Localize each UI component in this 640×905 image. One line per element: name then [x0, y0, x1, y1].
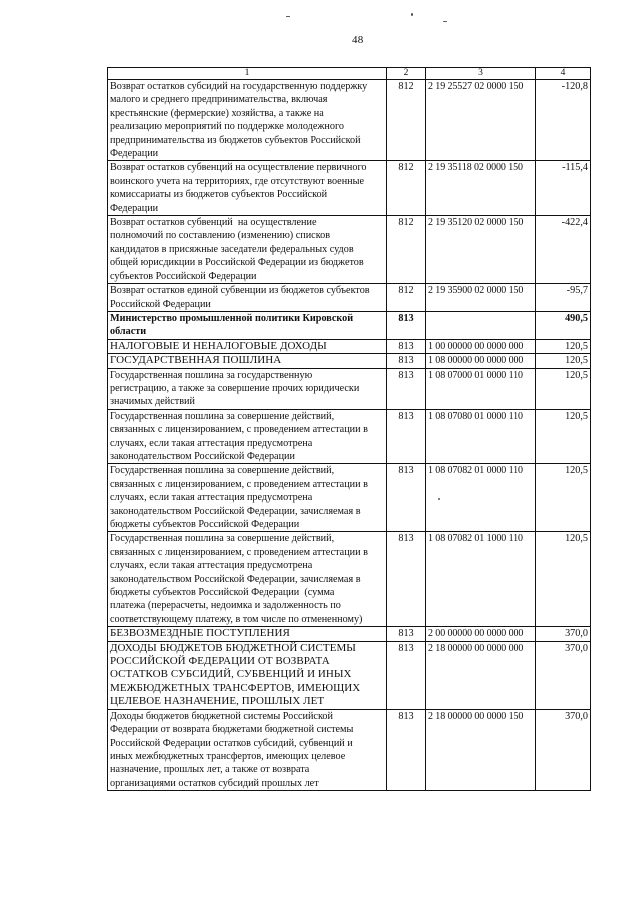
column-header: 3	[426, 68, 536, 80]
budget-code-cell: 2 19 35900 02 0000 150	[426, 284, 536, 312]
amount-cell: 370,0	[536, 709, 591, 790]
admin-code-cell: 813	[387, 464, 426, 532]
description-cell: Возврат остатков единой субвенции из бюджетов субъектов Российской Федерации	[108, 284, 387, 312]
table-row	[108, 80, 591, 161]
table-row	[108, 709, 591, 790]
amount-cell: 120,5	[536, 532, 591, 627]
budget-code-cell: 1 08 07080 01 0000 110	[426, 409, 536, 464]
amount-cell: 370,0	[536, 641, 591, 709]
table-row	[108, 368, 591, 409]
budget-code-cell: 2 19 25527 02 0000 150	[426, 80, 536, 161]
scan-speck	[411, 13, 413, 16]
admin-code-cell: 813	[387, 354, 426, 368]
table-row	[108, 627, 591, 641]
table-row	[108, 161, 591, 216]
budget-table	[107, 67, 591, 791]
amount-cell: 120,5	[536, 354, 591, 368]
description-cell: БЕЗВОЗМЕЗДНЫЕ ПОСТУПЛЕНИЯ	[108, 627, 387, 641]
admin-code-cell: 812	[387, 80, 426, 161]
admin-code-cell: 813	[387, 709, 426, 790]
description-cell: Возврат остатков субсидий на государственную поддержку малого и среднего предпринимательства, включая крестьянские (фермерские) хозяйства, а также на реализацию мероприятий по поддержке молодежного предпринимательства из бюджетов субъектов Российской Федерации	[108, 80, 387, 161]
description-cell: Государственная пошлина за совершение действий, связанных с лицензированием, с проведением аттестации в случаях, если такая аттестация предусмотрена законодательством Российской Федерации, зачисляемая в бюджеты субъектов Российской Федерации (сумма платежа (перерасчеты, недоимка и задолженность по соответствующему платежу, в том числе по отмененному)	[108, 532, 387, 627]
table-row-ministry	[108, 311, 591, 339]
amount-cell: 490,5	[536, 311, 591, 339]
description-cell: Возврат остатков субвенций на осуществление первичного воинского учета на территориях, где отсутствуют военные комиссариаты из бюджетов субъектов Российской Федерации	[108, 161, 387, 216]
budget-code-cell	[426, 311, 536, 339]
amount-cell: -95,7	[536, 284, 591, 312]
amount-cell: 120,5	[536, 409, 591, 464]
amount-cell: 120,5	[536, 339, 591, 353]
budget-code-cell: 1 08 07082 01 0000 110	[426, 464, 536, 532]
amount-cell: -422,4	[536, 216, 591, 284]
budget-code-cell: 1 08 00000 00 0000 000	[426, 354, 536, 368]
table-row	[108, 641, 591, 709]
admin-code-cell: 813	[387, 641, 426, 709]
budget-code-cell: 1 00 00000 00 0000 000	[426, 339, 536, 353]
amount-cell: 120,5	[536, 464, 591, 532]
admin-code-cell: 813	[387, 409, 426, 464]
table-header-row	[108, 68, 591, 80]
scan-speck	[443, 21, 447, 22]
amount-cell: -115,4	[536, 161, 591, 216]
description-cell: НАЛОГОВЫЕ И НЕНАЛОГОВЫЕ ДОХОДЫ	[108, 339, 387, 353]
page-number: 48	[352, 34, 364, 46]
description-cell: Государственная пошлина за совершение действий, связанных с лицензированием, с проведением аттестации в случаях, если такая аттестация предусмотрена законодательством Российской Федерации, зачисляемая в бюджеты субъектов Российской Федерации	[108, 464, 387, 532]
description-cell: Возврат остатков субвенций на осуществление полномочий по составлению (изменению) списков кандидатов в присяжные заседатели федеральных судов общей юрисдикции в Российской Федерации из бюджетов субъектов Российской Федерации	[108, 216, 387, 284]
table-row	[108, 284, 591, 312]
budget-code-cell: 1 08 07082 01 1000 110	[426, 532, 536, 627]
admin-code-cell: 812	[387, 284, 426, 312]
table-row	[108, 464, 591, 532]
admin-code-cell: 813	[387, 339, 426, 353]
description-cell: Доходы бюджетов бюджетной системы Российской Федерации от возврата бюджетами бюджетной системы Российской Федерации остатков субсидий, субвенций и иных межбюджетных трансфертов, имеющих целевое назначение, прошлых лет, а также от возврата организациями остатков субсидий прошлых лет	[108, 709, 387, 790]
column-header: 1	[108, 68, 387, 80]
budget-code-cell: 2 19 35120 02 0000 150	[426, 216, 536, 284]
amount-cell: 120,5	[536, 368, 591, 409]
admin-code-cell: 813	[387, 627, 426, 641]
amount-cell: 370,0	[536, 627, 591, 641]
table-row	[108, 532, 591, 627]
budget-code-cell: 2 00 00000 00 0000 000	[426, 627, 536, 641]
column-header: 2	[387, 68, 426, 80]
budget-code-cell: 2 18 00000 00 0000 000	[426, 641, 536, 709]
table-row	[108, 216, 591, 284]
amount-cell: -120,8	[536, 80, 591, 161]
table-row	[108, 409, 591, 464]
description-cell: ДОХОДЫ БЮДЖЕТОВ БЮДЖЕТНОЙ СИСТЕМЫ РОССИЙСКОЙ ФЕДЕРАЦИИ ОТ ВОЗВРАТА ОСТАТКОВ СУБСИДИЙ, СУБВЕНЦИЙ И ИНЫХ МЕЖБЮДЖЕТНЫХ ТРАНСФЕРТОВ, ИМЕЮЩИХ ЦЕЛЕВОЕ НАЗНАЧЕНИЕ, ПРОШЛЫХ ЛЕТ	[108, 641, 387, 709]
admin-code-cell: 812	[387, 161, 426, 216]
description-cell: Министерство промышленной политики Кировской области	[108, 311, 387, 339]
description-cell: Государственная пошлина за совершение действий, связанных с лицензированием, с проведением аттестации в случаях, если такая аттестация предусмотрена законодательством Российской Федерации	[108, 409, 387, 464]
column-header: 4	[536, 68, 591, 80]
description-cell: Государственная пошлина за государственную регистрацию, а также за совершение прочих юридически значимых действий	[108, 368, 387, 409]
admin-code-cell: 813	[387, 532, 426, 627]
admin-code-cell: 813	[387, 311, 426, 339]
scan-speck	[286, 16, 290, 17]
admin-code-cell: 812	[387, 216, 426, 284]
admin-code-cell: 813	[387, 368, 426, 409]
description-cell: ГОСУДАРСТВЕННАЯ ПОШЛИНА	[108, 354, 387, 368]
budget-code-cell: 2 18 00000 00 0000 150	[426, 709, 536, 790]
budget-code-cell: 1 08 07000 01 0000 110	[426, 368, 536, 409]
budget-code-cell: 2 19 35118 02 0000 150	[426, 161, 536, 216]
table-row	[108, 354, 591, 368]
table-row	[108, 339, 591, 353]
